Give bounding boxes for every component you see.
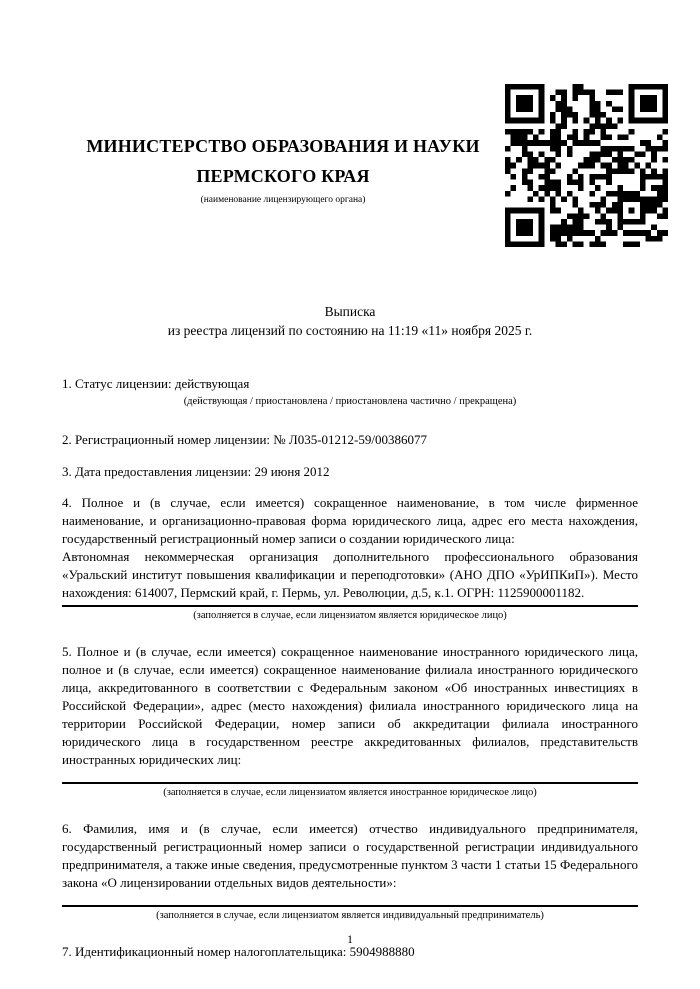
legal-entity-fill-line bbox=[62, 605, 638, 607]
ministry-name-line1: МИНИСТЕРСТВО ОБРАЗОВАНИЯ И НАУКИ bbox=[86, 136, 480, 156]
page-number: 1 bbox=[347, 932, 353, 946]
legal-entity-section-label: 4. Полное и (в случае, если имеется) сокращенное наименование, в том числе фирменное наименование, и организационно-правовая форма юридического лица, адрес его места нахождения, государственный регистрационный номер записи о создании юридического лица: bbox=[62, 495, 638, 546]
foreign-entity-fill-line bbox=[62, 782, 638, 784]
document-title: Выписка bbox=[324, 304, 376, 319]
document-body bbox=[62, 0, 638, 961]
license-grant-date: 3. Дата предоставления лицензии: 29 июня 2012 bbox=[62, 464, 330, 479]
individual-entrepreneur-section-label: 6. Фамилия, имя и (в случае, если имеется) отчество индивидуального предпринимателя, государственный регистрационный номер записи о государственной регистрации индивидуального предпринимателя, а также иные сведения, предусмотренные пунктом 3 части 1 статьи 15 Федерального закона «О лицензировании отдельных видов деятельности»: bbox=[62, 821, 638, 890]
individual-entrepreneur-fill-line bbox=[62, 905, 638, 907]
ministry-name-line2: ПЕРМСКОГО КРАЯ bbox=[196, 166, 370, 186]
foreign-entity-section-label: 5. Полное и (в случае, если имеется) сокращенное наименование иностранного юридического лица, полное и (в случае, если имеется) сокращенное наименование филиала иностранного юридического лица, аккредитованного в соответствии с Федеральным законом «Об иностранных инвестициях в Российской Федерации», адрес (место нахождения) филиала иностранного юридического лица на территории Российской Федерации, номер записи об аккредитации филиала иностранного юридического лица в государственном реестре аккредитованных филиалов, представительств иностранных юридических лиц: bbox=[62, 644, 638, 767]
license-status-options-note: (действующая / приостановлена / приостановлена частично / прекращена) bbox=[183, 396, 517, 407]
document-subtitle: из реестра лицензий по состоянию на 11:19 «11» ноября 2025 г. bbox=[167, 323, 533, 338]
license-registration-number: 2. Регистрационный номер лицензии: № Л035-01212-59/00386077 bbox=[62, 432, 428, 447]
licensing-authority-note: (наименование лицензирующего органа) bbox=[200, 195, 366, 205]
taxpayer-id: 7. Идентификационный номер налогоплательщика: 5904988880 bbox=[62, 944, 415, 959]
individual-entrepreneur-fill-note: (заполняется в случае, если лицензиатом является индивидуальный предприниматель) bbox=[156, 910, 544, 921]
foreign-entity-fill-note: (заполняется в случае, если лицензиатом является иностранное юридическое лицо) bbox=[163, 787, 537, 798]
document-title-block bbox=[62, 302, 638, 340]
legal-entity-fill-note: (заполняется в случае, если лицензиатом является юридическое лицо) bbox=[193, 610, 507, 621]
legal-entity-details: Автономная некоммерческая организация дополнительного профессионального образования «Уральский институт повышения квалификации и переподготовки» (АНО ДПО «УрИПКиП»). Место нахождения: 614007, Пермский край, г. Пермь, ул. Революции, д.5, к.1. ОГРН: 1125900001182. bbox=[62, 549, 638, 600]
license-status: 1. Статус лицензии: действующая bbox=[62, 376, 250, 391]
